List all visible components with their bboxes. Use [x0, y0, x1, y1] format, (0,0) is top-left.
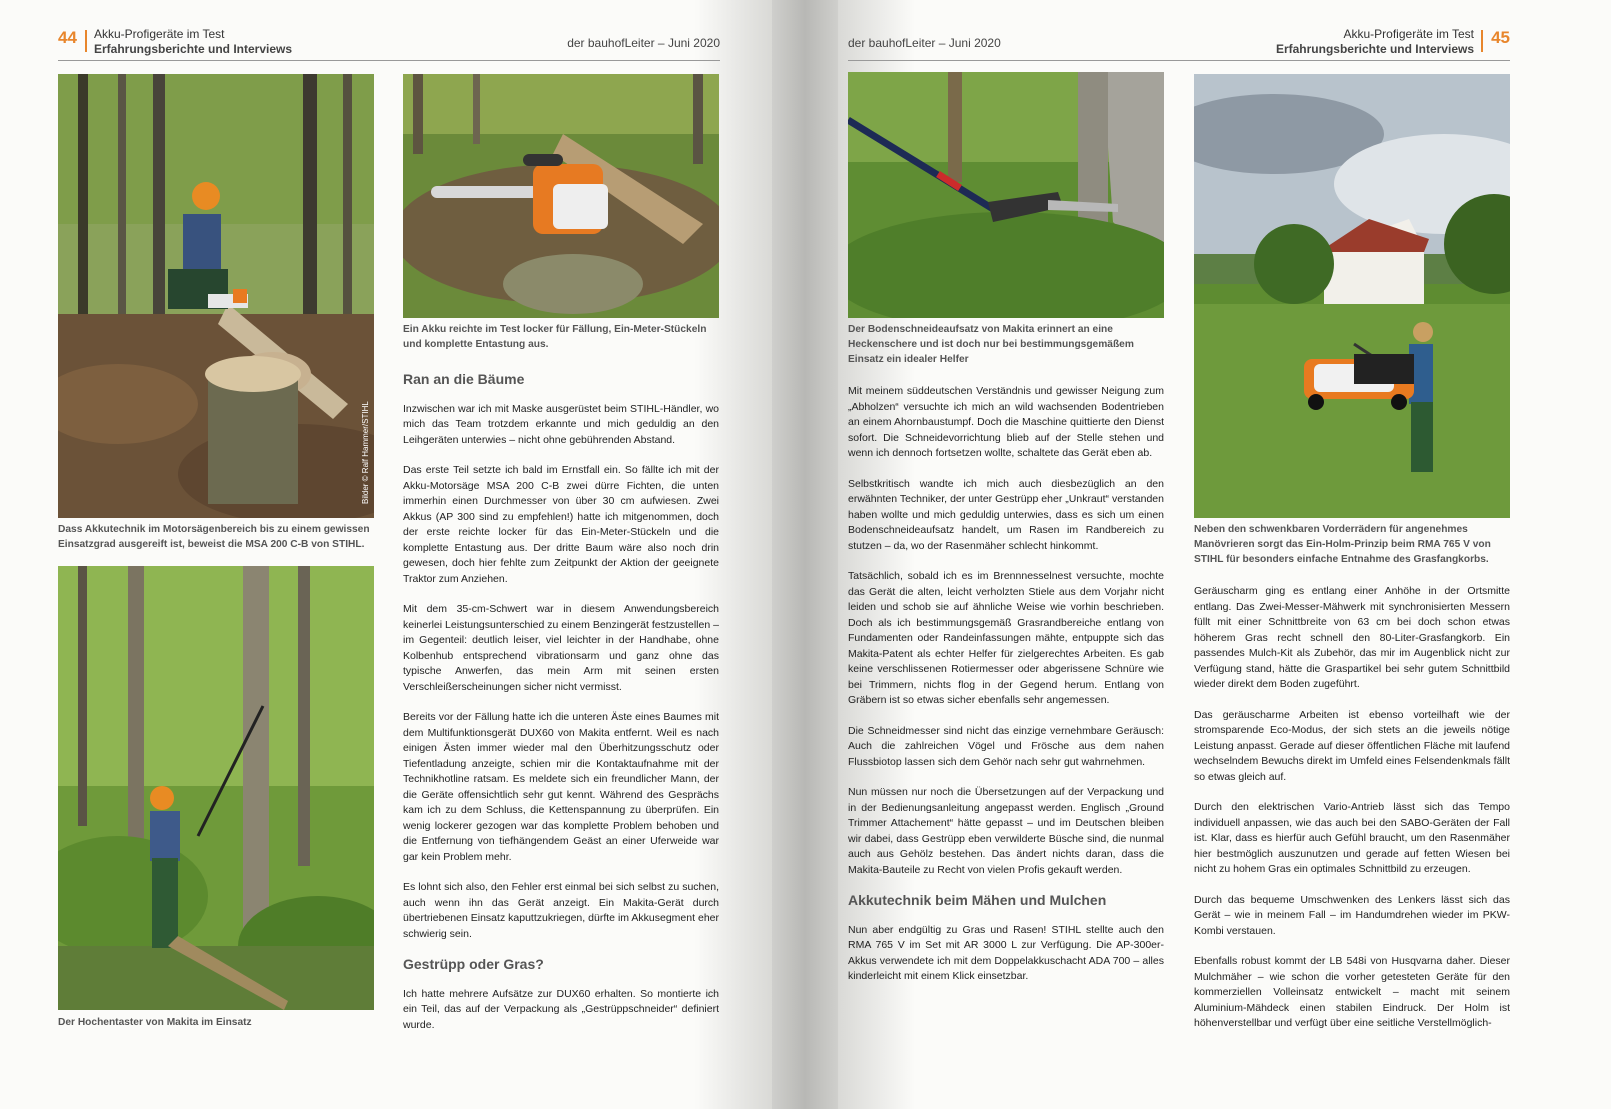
caption-pole-saw: Der Hochentaster von Makita im Einsatz [58, 1017, 252, 1028]
right-text-column-1 [848, 384, 1164, 1000]
caption-chainsaw: Ein Akku reichte im Test locker für Fällung, Ein-Meter-Stückeln und komplette Entastung aus. [403, 324, 707, 350]
paragraph: Nun aber endgültig zu Gras und Rasen! STIHL stellte auch den RMA 765 V im Set mit AR 3000 L zur Verfügung. Die AP-300er-Akkus verwendete ich mit dem Doppelakkuschacht ADA 700 – alles kinderleicht mit einem Klick einsetzbar. [848, 923, 1164, 982]
left-page-header [58, 24, 720, 61]
header-magazine: der bauhofLeiter – Juni 2020 [848, 36, 1001, 50]
book-gutter [772, 0, 838, 1109]
caption-forest-cutting: Dass Akkutechnik im Motorsägenbereich bis zu einem gewissen Einsatzgrad ausgereift ist, beweist die MSA 200 C-B von STIHL. [58, 524, 370, 550]
header-section: Akku-Profigeräte im Test [94, 27, 225, 41]
paragraph: Durch den elektrischen Vario-Antrieb lässt sich das Tempo individuell anpassen, wie das auch bei den SABO-Geräten der Fall ist. Klar, dass es hierfür auch Gefühl braucht, um den Rasenmäher hier bestmöglich auszunutzen und gerade auf fetten Wiesen bei nicht zu hohem Gras ein optimales Schnittbild zu erzeugen. [1194, 801, 1510, 875]
header-divider [1481, 30, 1483, 52]
caption-lawn-mower: Neben den schwenkbaren Vorderrädern für angenehmes Manövrieren sorgt das Ein-Holm-Prinzip beim RMA 765 V von STIHL für besonders einfache Entnahme des Grasfangkorbs. [1194, 524, 1491, 565]
header-section: Akku-Profigeräte im Test [1343, 27, 1474, 41]
header-magazine: der bauhofLeiter – Juni 2020 [567, 36, 720, 50]
photo-lawn-mower [1194, 74, 1510, 518]
heading-ran-an-die-baeume: Ran an die Bäume [403, 371, 525, 387]
paragraph: Inzwischen war ich mit Maske ausgerüstet beim STIHL-Händler, wo mich das Team trotzdem erkannte und mich geduldig an den Leihgeräten unterwies – nicht ohne gebührenden Abstand. [403, 402, 719, 446]
paragraph: Tatsächlich, sobald ich es im Brennnesselnest versuchte, mochte das Gerät die alten, leicht verholzten Stiele aus dem Vorjahr nicht leiden und schob sie auf ähnliche Weise wie vorhin beschrieben. Doch als ich bestimmungsgemäß Grasrandbereiche entlang von Fundamenten oder Randeinfassungen mähte, entpuppte sich das Makita-Patent als echter Helfer für zielgerechtes Arbeiten. Es gab keine verschlissenen Rotiermesser oder abgerissene Schnüre wie bei Trimmern, nichts flog in der Gegend herum. Entlang von Gräbern ist so etwas sicher ebenfalls sehr angemessen. [848, 570, 1164, 706]
right-page-header [848, 24, 1510, 61]
paragraph: Geräuscharm ging es entlang einer Anhöhe in der Ortsmitte entlang. Das Zwei-Messer-Mähwerk mit synchronisierten Messern füllt mit einer Schnittbreite von 63 cm bei doch schon etwas höherem Gras recht schnell den 80-Liter-Grasfangkorb. Ein passendes Mulch-Kit als Zubehör, das mir im Augenblick nicht zur Verfügung stand, hätte die Graspartikel bei sehr gutem Schnittbild wieder direkt dem Boden zugeführt. [1194, 585, 1510, 690]
page-number: 45 [1491, 28, 1510, 47]
heading-akkutechnik: Akkutechnik beim Mähen und Mulchen [848, 892, 1107, 908]
paragraph: Das erste Teil setzte ich bald im Ernstfall ein. So fällte ich mit der Akku-Motorsäge MSA 200 C-B zwei dürre Fichten, die unten immerhin einen Durchmesser von über 30 cm aufwiesen. Zwei Akkus (AP 300 sind zu empfehlen!) hatte ich mitgenommen, doch der erste reichte locker für das Ein-Meter-Stückeln und die komplette Entastung aus. Der dritte Baum wäre also noch drin gewesen, doch hier fehlte zum Zeitpunkt der Aktion der geeignete Traktor zum Anziehen. [403, 464, 719, 585]
paragraph: Bereits vor der Fällung hatte ich die unteren Äste eines Baumes mit dem Multifunktionsgerät DUX60 von Makita entfernt. Weil es nach einigen Ästen immer wieder mal den Überhitzungsschutz oder Tiefentladung anzeigte, schien mir die Kontaktaufnahme mit der Technikhotline ratsam. Es meldete sich ein freundlicher Mann, der die Geräte offensichtlich sehr gut kennt. Während des Gesprächs kam ich zu dem Schluss, die Kettenspannung zu überprüfen. Ein wenig lockerer gezogen war das komplette Problem behoben und die Entfernung von tiefhängendem Geäst an einer Uferweide war gar kein Problem mehr. [403, 711, 719, 863]
paragraph: Selbstkritisch wandte ich mich auch diesbezüglich an den erwähnten Techniker, der unter Gestrüpp eher „Unkraut“ verstanden haben wollte und mich geduldig unterwies, dass es sich um einen Bodenschneideaufsatz handelt, um Rasen im Randbereich zu stutzen – da, wo der Rasenmäher schlecht hinkommt. [848, 477, 1164, 552]
page-number: 44 [58, 28, 77, 47]
caption-edge-cutter: Der Bodenschneideaufsatz von Makita erinnert an eine Heckenschere und ist doch nur bei bestimmungsgemäßem Einsatz ein idealer Helfer [848, 324, 1134, 365]
header-subsection: Erfahrungsberichte und Interviews [94, 42, 293, 56]
paragraph: Mit meinem süddeutschen Verständnis und gewisser Neigung zum „Abholzen“ versuchte ich mich an wild wachsenden Bodentrieben an einem Ahornbaustumpf. Doch die Maschine quittierte den Dienst sofort. Die Schneidevorrichtung blieb auf der Stelle stehen und wenn ich dennoch fortsetzen wollte, schaltete das Gerät eben ab. [848, 385, 1164, 459]
paragraph: Das geräuscharme Arbeiten ist ebenso vorteilhaft wie der stromsparende Eco-Modus, der sich stets an die jeweils nötige Leistung anpasst. Gerade auf dieser öffentlichen Fläche mit laufend wechselndem Bewuchs direkt im Umfeld eines Felsendenkmals fällt so etwas gleich auf. [1194, 708, 1510, 783]
photo-chainsaw [403, 74, 719, 318]
photo-pole-saw [58, 566, 374, 1010]
photo-edge-cutter [848, 72, 1164, 318]
paragraph: Es lohnt sich also, den Fehler erst einmal bei sich selbst zu suchen, auch wenn ihn das Gerät anzeigt. Ein Makita-Gerät durch übertriebenen Einsatz kaputtzukriegen, dürfte im Akkusegment eher schwierig sein. [403, 881, 719, 940]
paragraph: Durch das bequeme Umschwenken des Lenkers lässt sich das Gerät – wie in meinem Fall – im Handumdrehen wieder im PKW-Kombi verstauen. [1194, 893, 1510, 937]
left-page [0, 0, 772, 1109]
paragraph: Mit dem 35-cm-Schwert war in diesem Anwendungsbereich keinerlei Leistungsunterschied zu einem Benzingerät festzustellen – im Gegenteil: deutlich leiser, viel leichter in der Handhabe, ohne Kolbenhub entsprechend vibrationsarm und ganz ohne das typische Anwerfen, das mein Arm mit seinen ersten Verschleißerscheinungen sicher nicht vermisst. [403, 603, 719, 693]
photo-credit: Bilder © Ralf Hammer/STIHL [361, 401, 370, 504]
paragraph: Ebenfalls robust kommt der LB 548i von Husqvarna daher. Dieser Mulchmäher – wie schon die vorher getesteten Geräte für den kommerziellen Volleinsatz entwickelt – macht mit seinem Aluminium-Mähdeck einen stabilen Eindruck. Der Holm ist höhenverstellbar und verfügt über eine seitliche Verstellmöglich- [1194, 955, 1510, 1029]
heading-gestruepp-oder-gras: Gestrüpp oder Gras? [403, 956, 544, 972]
right-text-column-2 [1194, 584, 1510, 1047]
photo-forest-cutting [58, 74, 374, 518]
header-divider [85, 30, 87, 52]
header-subsection: Erfahrungsberichte und Interviews [1275, 42, 1474, 56]
right-page [838, 0, 1611, 1109]
paragraph: Die Schneidmesser sind nicht das einzige vernehmbare Geräusch: Auch die zahlreichen Vögel und Frösche aus dem nahen Flussbiotop lassen sich dem Gehör nach sehr gut wahrnehmen. [848, 724, 1164, 768]
paragraph: Nun müssen nur noch die Übersetzungen auf der Verpackung und in der Bedienungsanleitung angepasst werden. Englisch „Ground Trimmer Attachement“ hätte gepasst – und im Deutschen bleiben wir dabei, dass Gestrüpp eben verwilderte Büsche sind, die nunmal auch aus Gehölz bestehen. Das ändert nichts daran, dass die Makita-Bauteile zu Recht von vielen Profis gekauft werden. [848, 786, 1164, 876]
paragraph: Ich hatte mehrere Aufsätze zur DUX60 erhalten. So montierte ich ein Teil, das auf der Verpackung als „Gestrüppschneider“ definiert wurde. [403, 987, 719, 1031]
left-text-column [403, 368, 719, 1048]
